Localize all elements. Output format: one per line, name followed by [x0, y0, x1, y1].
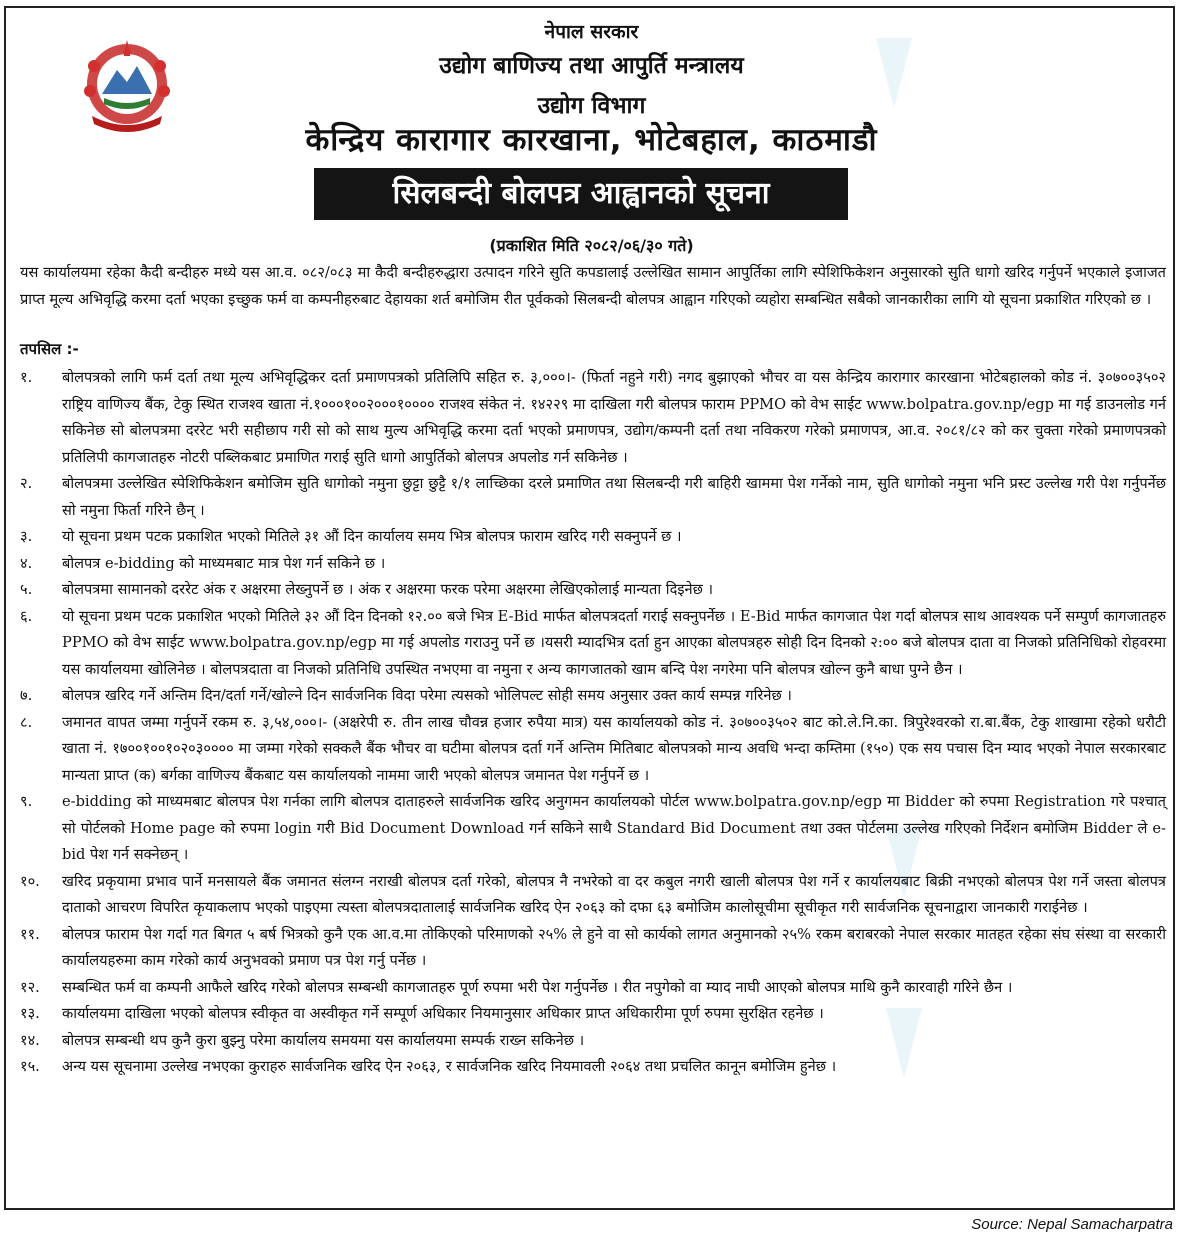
item-number: २.: [20, 475, 33, 492]
item-number: १२.: [20, 978, 40, 996]
item-text: बोलपत्र e-bidding को माध्यमबाट मात्र पेश गर्न सकिने छ ।: [62, 554, 386, 572]
list-item: [20, 604, 1166, 684]
list-item: [20, 922, 1166, 975]
list-item: [20, 1001, 1166, 1028]
item-text: यो सूचना प्रथम पटक प्रकाशित भएको मितिले ३१ औं दिन कार्यालय समय भित्र बोलपत्र फाराम खरिद गरी सक्नुपर्ने छ ।: [62, 528, 682, 545]
item-number: १.: [20, 369, 33, 386]
list-item: [20, 524, 1166, 551]
item-number: ११.: [20, 925, 40, 943]
details-heading: तपसिल :-: [20, 340, 79, 358]
list-item: [20, 365, 1166, 471]
govt-title: नेपाल सरकार: [544, 21, 639, 43]
item-number: १०.: [20, 872, 40, 890]
item-number: १३.: [20, 1005, 40, 1022]
ministry-title: उद्योग बाणिज्य तथा आपुर्ति मन्त्रालय: [439, 53, 744, 79]
conditions-list: [20, 365, 1166, 1081]
intro-paragraph: यस कार्यालयमा रहेका केैदी बन्दीहरु मध्ये यस आ.व. ०८२/०८३ मा केैदी बन्दीहरुद्धारा उत्पादन गरिने सुति कपडालाई उल्लेखित सामान आपुर्तिका लागि स्पेशिफिकेशन अनुसारको सुति धागो खरिद गर्नुपर्ने भएकाले इजाजत प्राप्त मूल्य अभिवृद्धि करमा दर्ता भएका इच्छुक फर्म वा कम्पनीहरुबाट देहायका शर्त बमोजिम रीत पूर्वकको सिलबन्दी बोलपत्र आह्वान गरिएको व्यहोरा सम्बन्धित सबैको जानकारीका लागि यो सूचना प्रकाशित गरिएको छ ।: [20, 264, 1166, 308]
item-number: ८.: [20, 713, 33, 731]
item-text: अन्य यस सूचनामा उल्लेख नभएका कुराहरु सार्वजनिक खरिद ऐन २०६३, र सार्वजनिक खरिद नियमावली २०६४ तथा प्रचलित कानून बमोजिम हुनेछ ।: [62, 1058, 837, 1075]
list-item: [20, 710, 1166, 790]
list-item: [20, 1028, 1166, 1055]
item-text: बोलपत्रको लागि फर्म दर्ता तथा मूल्य अभिवृद्धिकर दर्ता प्रमाणपत्रको प्रतिलिपि सहित रु. ३,०००।- (फिर्ता नहुने गरी) नगद बुझाएको भौचर वा यस केन्द्रिय कारागार कारखाना भोटेबहालको कोड नं. ३०७००३५०२ राष्ट्रिय वाणिज्य बैंक, टेकु स्थित राजश्व खाता नं.१०००१००२०००१०००० राजश्व संकेत नं. १४२२९ मा दाखिला गरी बोलपत्र फाराम PPMO को वेभ साईट www.bolpatra.gov.np/egp मा गई डाउनलोड गर्न सकिनेछ सो बोलपत्रमा दररेट भरी सहीछाप गरी सो को साथ मुल्य अभिवृद्धि करमा दर्ता भएको प्रमाणपत्र, उद्योग/कम्पनी दर्ता तथा नविकरण गरेको प्रमाणपत्र, आ.व. २०८१/८२ को कर चुक्ता गरेको प्रमाणपत्रको प्रतिलिपी कागजातहरु नोटरी पब्लिकबाट प्रमाणित गराई सुति धागो आपुर्तिको बोलपत्र अपलोड गर्न सकिनेछ ।: [62, 369, 1166, 466]
item-number: ५.: [20, 581, 33, 598]
office-title: केन्द्रिय कारागार कारखाना, भोटेबहाल, काठमाडौ: [305, 122, 878, 158]
item-number: ९.: [20, 793, 33, 810]
list-item: [20, 577, 1166, 604]
item-text: बोलपत्र सम्बन्धी थप कुनै कुरा बुझ्नु परेमा कार्यालय समयमा यस कार्यालयमा सम्पर्क राख्न सकिनेछ ।: [62, 1031, 585, 1049]
list-item: [20, 1054, 1166, 1081]
item-text: खरिद प्रकृयामा प्रभाव पार्ने मनसायले बैंक जमानत संलग्न नराखी बोलपत्र दर्ता गरेको, बोलपत्र नै नभरेको वा दर कबुल नगरी खाली बोलपत्र पेश गर्ने र कार्यालयबाट बिक्री नभएको बोलपत्र पेश गर्ने जस्ता बोलपत्र दाताको आचरण विपरित कृयाकलाप भएको पाइएमा त्यस्ता बोलपत्रदातालाई सार्वजनिक खरिद ऐन २०६३ को दफा ६३ बमोजिम कालोसूचीमा सूचीकृत गरी सार्वजनिक सूचनाद्वारा जानकारी गराईनेछ ।: [62, 872, 1166, 916]
item-text: बोलपत्र फाराम पेश गर्दा गत बिगत ५ बर्ष भित्रको कुनै एक आ.व.मा तोकिएको परिमाणको २५% ले हुने वा सो कार्यको लागत अनुमानको २५% रकम बराबरको नेपाल सरकार मातहत रहेका संघ संस्था वा सरकारी कार्यालयहरुमा काम गरेको कार्य अनुभवको प्रमाण पत्र पेश गर्नु पर्नेछ ।: [62, 925, 1166, 969]
item-text: सम्बन्धित फर्म वा कम्पनी आफैले खरिद गरेको बोलपत्र सम्बन्धी कागजातहरु पूर्ण रुपमा भरी पेश गर्नुपर्नेछ । रीत नपुगेको वा म्याद नाघी आएको बोलपत्र माथि कुनै कारवाही गरिने छैन ।: [62, 978, 1013, 996]
item-number: ४.: [20, 554, 33, 572]
list-item: [20, 789, 1166, 869]
list-item: [20, 551, 1166, 578]
item-text: बोलपत्र खरिद गर्ने अन्तिम दिन/दर्ता गर्ने/खोल्ने दिन सार्वजनिक विदा परेमा त्यसको भोलिपल्ट सोही समय अनुसार उक्त कार्य सम्पन्न गरिनेछ ।: [62, 687, 792, 704]
item-text: यो सूचना प्रथम पटक प्रकाशित भएको मितिले ३२ औं दिन दिनको १२.०० बजे भित्र E-Bid मार्फत बोलपत्रदर्ता गराई सक्नुपर्नेछ । E-Bid मार्फत कागजात पेश गर्दा बोलपत्र साथ आवश्यक पर्ने सम्पुर्ण कागजातहरु PPMO को वेभ साईट www.bolpatra.gov.np/egp मा गई अपलोड गराउनु पर्ने छ ।यसरी म्यादभित्र दर्ता हुन आएका बोलपत्रहरु सोही दिन दिनको २:०० बजे बोलपत्र दाता वा निजको प्रतिनिधिको रोहवरमा यस कार्यालयमा खोलिनेछ । बोलपत्रदाता वा निजको प्रतिनिधि उपस्थित नभएमा वा नमुना र अन्य कागजातको खाम बन्दि पेश नगरेमा पनि बोलपत्र खोल्न कुनै बाधा पुग्ने छैन ।: [62, 607, 1166, 678]
list-item: [20, 869, 1166, 922]
published-date: (प्रकाशित मिति २०८२/०६/३० गते): [489, 236, 694, 255]
item-text: बोलपत्रमा सामानको दररेट अंक र अक्षरमा लेख्नुपर्ने छ । अंक र अक्षरमा फरक परेमा अक्षरमा लेखिएकोलाई मान्यता दिइनेछ ।: [62, 581, 713, 598]
list-item: [20, 471, 1166, 524]
list-item: [20, 975, 1166, 1002]
item-number: १४.: [20, 1031, 40, 1049]
notice-title-banner: सिलबन्दी बोलपत्र आह्वानको सूचना: [314, 168, 848, 220]
item-text: बोलपत्रमा उल्लेखित स्पेशिफिकेशन बमोजिम सुति धागोको नमुना छुट्टा छुट्टै १/१ लाच्छिका दरले प्रमाणित तथा सिलबन्दी गरी बाहिरी खाममा पेश गर्नेको नाम, सुति धागोको नमुना भनि प्रस्ट उल्लेख गरी पेश गर्नुपर्नेछ सो नमुना फिर्ता गरिने छैन् ।: [62, 475, 1166, 519]
item-number: ३.: [20, 528, 33, 545]
list-item: [20, 683, 1166, 710]
notice-frame: [4, 6, 1175, 1210]
source-credit: Source: Nepal Samacharpatra: [971, 1216, 1173, 1233]
department-title: उद्योग विभाग: [537, 93, 646, 119]
item-text: जमानत वापत जम्मा गर्नुपर्ने रकम रु. ३,५४,०००।- (अक्षरेपी रु. तीन लाख चौवन्न हजार रुपैया मात्र) यस कार्यालयको कोड नं. ३०७००३५०२ बाट को.ले.नि.का. त्रिपुरेश्वरको रा.बा.बैंक, टेकु शाखामा रहेको धरौटी खाता नं. १७००१००१०२०३०००० मा जम्मा गरेको सक्कलै बैंक भौचर वा घटीमा बोलपत्र दर्ता गर्ने अन्तिम मितिबाट बोलपत्रको मान्य अवधि भन्दा कम्तिमा (१५०) एक सय पचास दिन म्याद भएको नेपाल सरकारबाट मान्यता प्राप्त (क) बर्गका वाणिज्य बैंकबाट यस कार्यालयको नाममा जारी भएको बोलपत्र जमानत पेश गर्नुपर्ने छ ।: [62, 713, 1166, 784]
item-number: ६.: [20, 607, 33, 625]
item-text: e-bidding को माध्यमबाट बोलपत्र पेश गर्नका लागि बोलपत्र दाताहरुले सार्वजनिक खरिद अनुगमन कार्यालयको पोर्टल www.bolpatra.gov.np/egp मा Bidder को रुपमा Registration गरे पश्चात् सो पोर्टलको Home page को रुपमा login गरी Bid Document Download गर्न सकिने साथै Standard Bid Document तथा उक्त पोर्टलमा उल्लेख गरिएको निर्देशन बमोजिम Bidder ले e-bid पेश गर्न सक्नेछन् ।: [62, 793, 1166, 863]
item-text: कार्यालयमा दाखिला भएको बोलपत्र स्वीकृत वा अस्वीकृत गर्ने सम्पूर्ण अधिकार नियमानुसार अधिकार प्राप्त अधिकारीमा पूर्ण रुपमा सुरक्षित रहनेछ ।: [62, 1005, 824, 1022]
item-number: ७.: [20, 687, 33, 704]
item-number: १५.: [20, 1058, 40, 1075]
